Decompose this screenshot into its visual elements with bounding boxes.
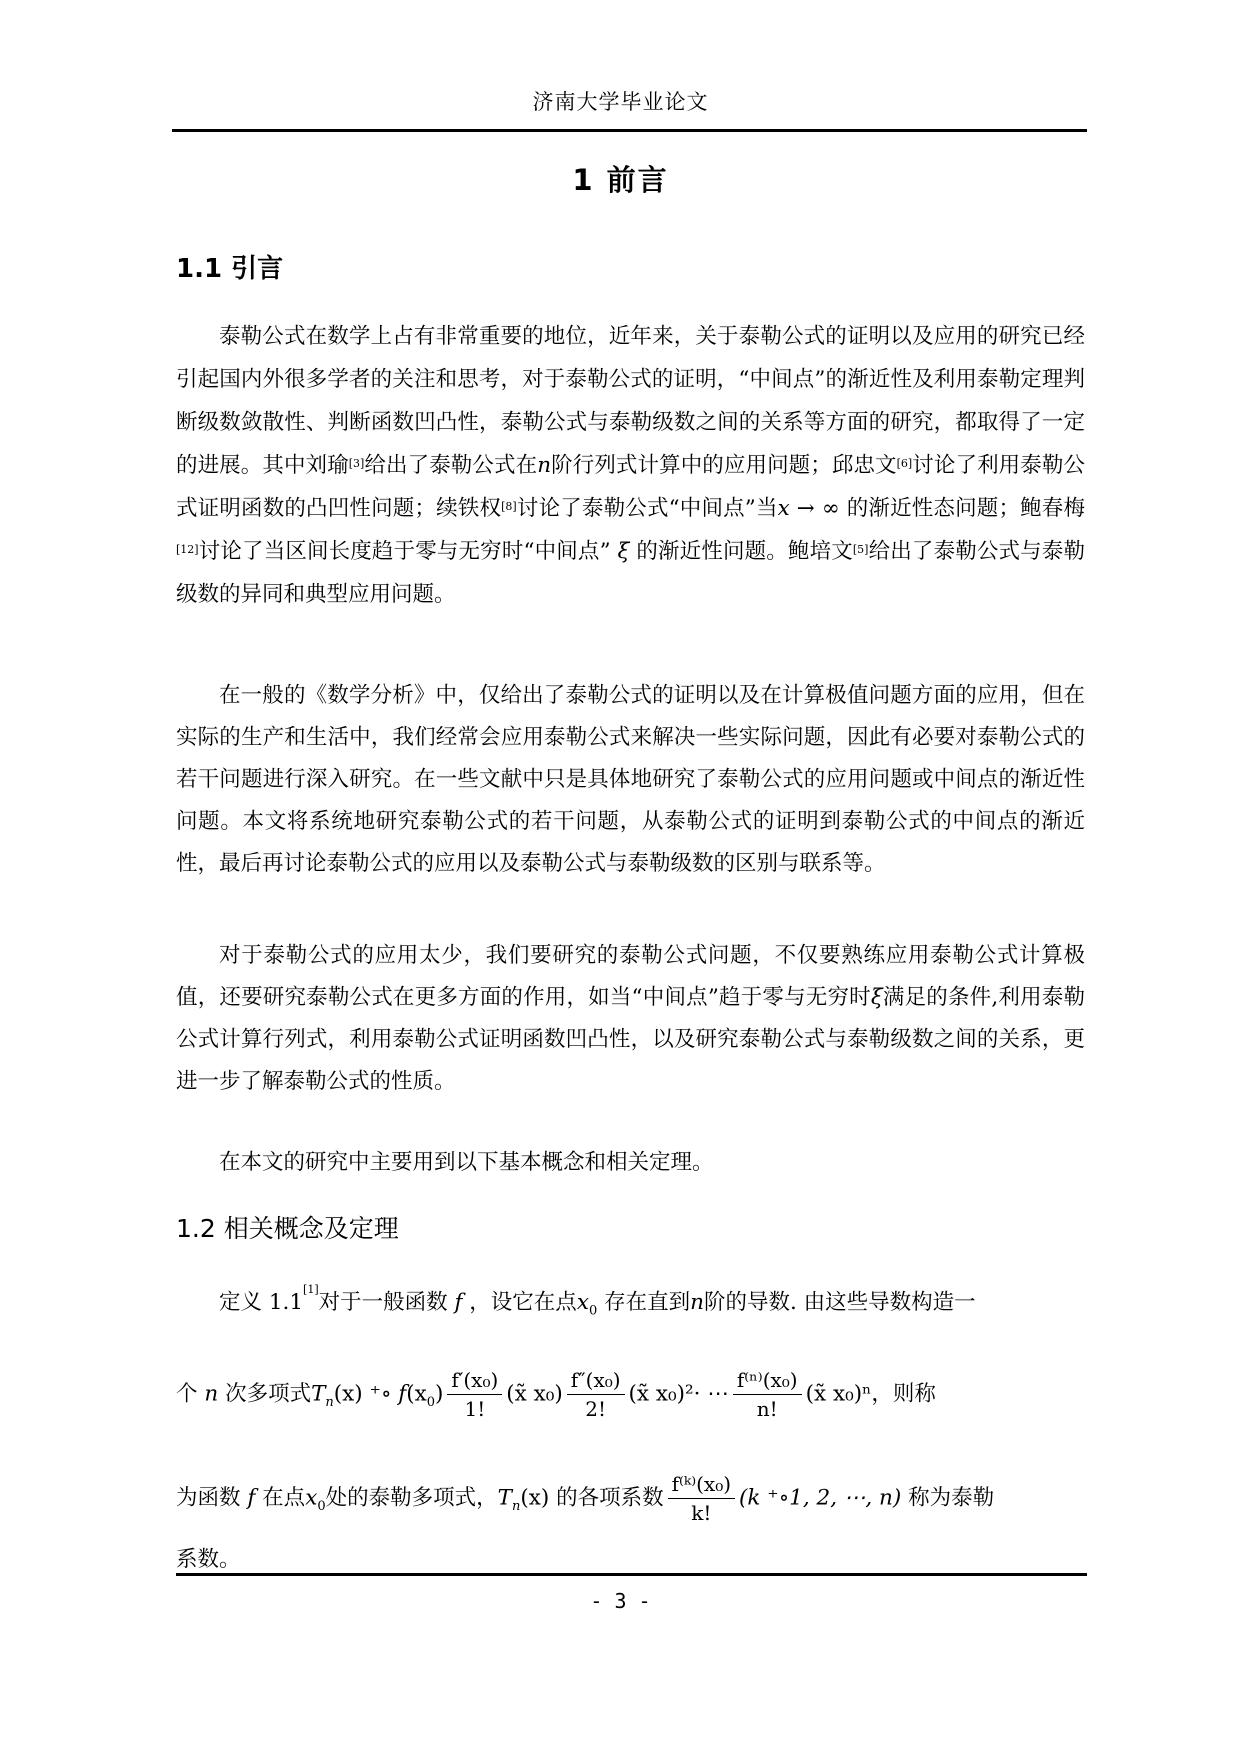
paragraph-1: 泰勒公式在数学上占有非常重要的地位，近年来，关于泰勒公式的证明以及应用的研究已经引起国内外很多学者的关注和思考，对于泰勒公式的证明，“中间点”的渐近性及利用泰勒定理判断级数敛散性、判断函数凹凸性，泰勒公式与泰勒级数之间的关系等方面的研究，都取得了一定的进展。其中刘瑜[3]给出了泰勒公式在n阶行列式计算中的应用问题；邱忠文[6]讨论了利用泰勒公式证明函数的凸凹性问题；续铁权[8]讨论了泰勒公式“中间点”当x → ∞ 的渐近性态问题；鲍春梅[12]讨论了当区间长度趋于零与无穷时“中间点” ξ 的渐近性问题。鲍培文[5]给出了泰勒公式与泰勒级数的异同和典型应用问题。 <box>176 324 1085 607</box>
definition-line-3: 为函数 f 在点$x_0$处的泰勒多项式，$T_n(x)$ 的各项系数 $\frac{\text{f⁽ᵏ⁾(x₀)}}{k!}$ (k ⁺∘1, 2, ⋯, n) 称为泰勒 <box>176 1472 995 1525</box>
page-number: - 3 - <box>590 1589 651 1613</box>
section-heading-intro: 1.1 引言 <box>176 254 284 284</box>
fraction-term-2: $\frac{\text{f″(x₀)}}{2!}$ <box>567 1368 625 1421</box>
paragraph-3: 对于泰勒公式的应用太少，我们要研究的泰勒公式问题，不仅要熟练应用泰勒公式计算极值，还要研究泰勒公式在更多方面的作用，如当“中间点”趋于零与无穷时ξ满足的条件,利用泰勒公式计算行列式，利用泰勒公式证明函数凹凸性，以及研究泰勒公式与泰勒级数之间的关系，更进一步了解泰勒公式的性质。 <box>176 943 1085 1094</box>
citation: [8] <box>501 500 517 513</box>
definition-formula-line: 个 n 次多项式$T_n(x)$ ⁺∘ $f(x_0)$ $\frac{\text{f′(x₀)}}{1!}$ (x̃ x₀) $\frac{\text{f″(x₀)}}{2!}$ (x̃ x₀)²· ⋯ $\frac{\text{f⁽ⁿ⁾(x₀)}}{n!}$ (x̃ x₀)ⁿ，则称 <box>176 1368 936 1421</box>
fraction-coefficient: $\frac{\text{f⁽ᵏ⁾(x₀)}}{k!}$ <box>668 1472 735 1525</box>
chapter-title: 1 前言 <box>572 163 669 197</box>
definition-line-4: 系数。 <box>176 1547 241 1572</box>
citation: [1] <box>303 1283 319 1296</box>
section-heading-concepts: 1.2 相关概念及定理 <box>176 1214 399 1243</box>
header-rule <box>172 129 1087 132</box>
fraction-term-n: $\frac{\text{f⁽ⁿ⁾(x₀)}}{n!}$ <box>733 1368 802 1421</box>
citation: [6] <box>896 457 913 470</box>
citation: [12] <box>176 543 199 556</box>
paragraph-4: 在本文的研究中主要用到以下基本概念和相关定理。 <box>219 1150 714 1175</box>
fraction-term-1: $\frac{\text{f′(x₀)}}{1!}$ <box>447 1368 502 1421</box>
paragraph-2: 在一般的《数学分析》中，仅给出了泰勒公式的证明以及在计算极值问题方面的应用，但在实际的生产和生活中，我们经常会应用泰勒公式来解决一些实际问题，因此有必要对泰勒公式的若干问题进行深入研究。在一些文献中只是具体地研究了泰勒公式的应用问题或中间点的渐近性问题。本文将系统地研究泰勒公式的若干问题，从泰勒公式的证明到泰勒公式的中间点的渐近性，最后再讨论泰勒公式的应用以及泰勒公式与泰勒级数的区别与联系等。 <box>176 683 1085 876</box>
footer-rule <box>176 1573 1087 1576</box>
citation: [3] <box>348 457 365 470</box>
running-header: 济南大学毕业论文 <box>532 90 709 114</box>
definition-line-1: 定义 1.1[1]对于一般函数 f ，设它在点$x_0$ 存在直到n阶的导数. 由这些导数构造一 <box>219 1283 976 1319</box>
citation: [5] <box>852 543 869 556</box>
